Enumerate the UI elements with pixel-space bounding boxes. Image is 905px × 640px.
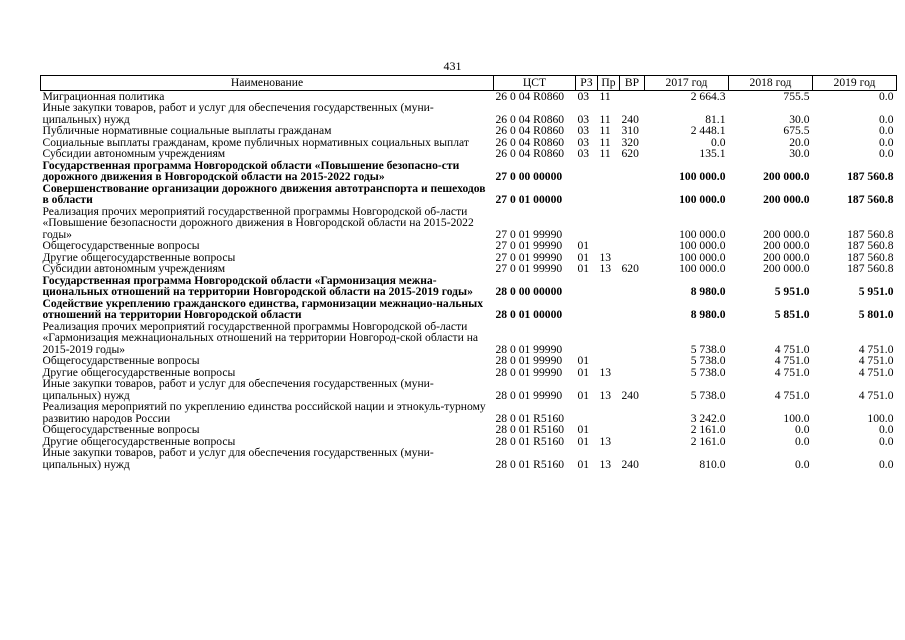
cell-name: Совершенствование организации дорожного движения автотранспорта и пешеходов в области [42,181,486,206]
cell-2017: 100 000.0 [679,239,726,252]
cell-cst: 28 0 01 R5160 [495,457,565,471]
cell-cst: 27 0 01 99990 [495,262,563,275]
cell-pr: 11 [599,124,611,137]
cell-vr [620,275,645,298]
cell-pr [598,275,620,298]
cell-vr [620,160,645,183]
cell-rz: 03 [577,124,590,137]
cell-2017: 2 448.1 [690,124,726,137]
cell-2019: 0.0 [879,135,894,149]
cell-pr: 11 [599,112,611,126]
cell-rz [576,321,598,356]
cell-cst: 27 0 01 99990 [495,250,563,264]
cell-vr [620,183,645,206]
cell-2017: 0.0 [711,135,726,149]
cell-vr [620,424,645,436]
cell-name: Государственная программа Новгородской области «Повышение безопасно-сти дорожного движения в Новгородской области на 2015-2022 годы» [42,158,460,183]
cell-rz: 01 [577,457,590,471]
cell-vr: 620 [621,147,639,160]
cell-2017: 8 980.0 [690,285,726,298]
table-row [41,160,897,183]
table-row [41,378,897,401]
cell-2017: 100 000.0 [679,227,726,241]
cell-pr: 13 [599,262,612,275]
header-pr: Пр [598,76,620,91]
table-row [41,206,897,241]
cell-vr: 240 [621,457,639,471]
cell-pr: 13 [599,457,612,471]
cell-name: Общегосударственные вопросы [42,354,200,367]
cell-2019: 4 751.0 [858,365,894,379]
cell-cst: 26 0 04 R0860 [495,112,565,126]
cell-pr [598,401,620,424]
cell-vr [620,206,645,241]
cell-pr: 11 [599,135,611,149]
cell-2017: 2 161.0 [690,434,726,448]
cell-2018: 30.0 [789,147,810,160]
cell-2019: 187 560.8 [847,227,894,241]
cell-name: Общегосударственные вопросы [42,239,200,252]
cell-2019: 0.0 [879,423,894,436]
cell-pr [598,355,620,367]
cell-2017: 5 738.0 [690,388,726,402]
cell-2019: 187 560.8 [847,250,894,264]
cell-pr: 11 [599,147,611,160]
cell-rz: 01 [577,365,590,379]
cell-pr [598,240,620,252]
cell-rz [576,275,598,298]
header-rz: РЗ [576,76,598,91]
cell-2018: 200 000.0 [763,239,810,252]
header-2017: 2017 год [645,76,729,91]
cell-vr: 240 [621,388,639,402]
cell-2017: 8 980.0 [690,308,726,321]
cell-name: Иные закупки товаров, работ и услуг для обеспечения государственных (муни-ципальных) нужд [42,101,434,126]
cell-2017: 100 000.0 [679,193,726,206]
cell-rz [576,183,598,206]
cell-2017: 5 738.0 [690,365,726,379]
table-row [41,240,897,252]
cell-vr [620,321,645,356]
cell-name: Публичные нормативные социальные выплаты гражданам [42,124,332,137]
cell-2019: 0.0 [879,89,894,103]
table-row [41,424,897,436]
cell-cst: 27 0 01 00000 [495,193,563,206]
cell-rz [576,160,598,183]
cell-2017: 5 738.0 [690,342,726,356]
table-row [41,125,897,137]
cell-2019: 0.0 [879,434,894,448]
cell-rz: 01 [577,388,590,402]
cell-2019: 4 751.0 [858,342,894,356]
cell-rz: 01 [577,250,590,264]
table-row [41,183,897,206]
cell-2017: 100 000.0 [679,262,726,275]
cell-2017: 5 738.0 [690,354,726,367]
cell-2017: 3 242.0 [690,411,726,425]
table-row [41,447,897,470]
cell-2018: 0.0 [795,423,810,436]
cell-2018: 755.5 [783,89,810,103]
cell-cst: 28 0 01 99990 [495,354,563,367]
cell-2018: 200 000.0 [763,170,810,183]
cell-2017: 2 161.0 [690,423,726,436]
cell-rz: 01 [577,239,590,252]
cell-name: Реализация прочих мероприятий государственной программы Новгородской об-ласти «Повышение безопасности дорожного движения в Новгородской области на 2015-2022 годы» [42,204,474,241]
cell-name: Государственная программа Новгородской области «Гармонизация межна-циональных отношений на территории Новгородской области на 2015-2019 годы» [42,273,473,298]
cell-pr [598,160,620,183]
cell-2019: 5 801.0 [858,308,894,321]
cell-pr [598,298,620,321]
cell-pr: 13 [599,388,612,402]
cell-2017: 810.0 [699,457,726,471]
cell-vr [620,240,645,252]
cell-cst: 27 0 01 99990 [495,227,563,241]
cell-name: Реализация прочих мероприятий государственной программы Новгородской об-ласти «Гармонизация межнациональных отношений на территории Новгород-ской области на 2015-2019 годы» [42,319,479,356]
cell-2019: 187 560.8 [847,262,894,275]
cell-vr [620,401,645,424]
cell-2018: 675.5 [783,124,810,137]
cell-cst: 28 0 01 99990 [495,365,563,379]
cell-2019: 187 560.8 [847,239,894,252]
cell-pr [598,183,620,206]
cell-2019: 0.0 [879,457,894,471]
cell-rz: 01 [577,262,590,275]
cell-pr: 11 [599,89,611,103]
cell-pr: 13 [599,434,612,448]
cell-2018: 0.0 [795,434,810,448]
cell-2019: 100.0 [867,411,894,425]
cell-name: Миграционная политика [42,89,165,103]
cell-2018: 5 951.0 [774,285,810,298]
cell-2017: 100 000.0 [679,170,726,183]
cell-name: Другие общегосударственные вопросы [42,365,236,379]
cell-rz [576,206,598,241]
cell-name: Социальные выплаты гражданам, кроме публичных нормативных социальных выплат [42,135,469,149]
cell-2018: 4 751.0 [774,354,810,367]
cell-2018: 4 751.0 [774,365,810,379]
cell-name: Субсидии автономным учреждениям [42,147,226,160]
cell-2018: 200 000.0 [763,262,810,275]
cell-cst: 28 0 01 99990 [495,388,563,402]
cell-vr: 310 [621,124,639,137]
cell-name: Другие общегосударственные вопросы [42,250,236,264]
cell-2019: 0.0 [879,112,894,126]
cell-cst: 28 0 01 R5160 [495,423,565,436]
cell-2019: 187 560.8 [847,170,894,183]
cell-cst: 28 0 01 R5160 [495,434,565,448]
cell-cst: 28 0 00 00000 [495,285,563,298]
cell-2018: 20.0 [789,135,810,149]
table-body [41,90,897,470]
page-number: 431 [443,59,462,73]
cell-2017: 135.1 [699,147,726,160]
cell-name: Общегосударственные вопросы [42,423,200,436]
cell-vr [620,298,645,321]
cell-name: Содействие укреплению гражданского единства, гармонизации межнацио-нальных отношений на территории Новгородской области [42,296,483,321]
cell-vr [620,436,645,448]
cell-name: Другие общегосударственные вопросы [42,434,236,448]
table-row [41,321,897,356]
cell-vr [620,90,645,102]
header-name: Наименование [41,76,494,91]
cell-2019: 0.0 [879,147,894,160]
cell-2018: 4 751.0 [774,388,810,402]
cell-vr [620,355,645,367]
cell-2019: 4 751.0 [858,388,894,402]
cell-name: Иные закупки товаров, работ и услуг для обеспечения государственных (муни-ципальных) нужд [42,377,434,402]
cell-pr: 13 [599,365,612,379]
cell-cst: 28 0 01 00000 [495,308,563,321]
cell-vr: 240 [621,112,639,126]
cell-2019: 0.0 [879,124,894,137]
cell-rz: 01 [577,423,590,436]
table-header-row [41,76,897,91]
header-2018: 2018 год [729,76,813,91]
cell-rz: 03 [577,89,590,103]
header-vr: ВР [620,76,645,91]
cell-cst: 28 0 01 99990 [495,342,563,356]
cell-vr: 320 [621,135,639,149]
cell-cst: 27 0 00 00000 [495,170,563,183]
cell-rz [576,298,598,321]
cell-cst: 26 0 04 R0860 [495,124,565,137]
cell-2017: 100 000.0 [679,250,726,264]
cell-cst: 26 0 04 R0860 [495,147,565,160]
cell-name: Субсидии автономным учреждениям [42,262,226,275]
cell-2017: 81.1 [705,112,726,126]
cell-vr [620,367,645,379]
cell-name: Реализация мероприятий по укреплению единства российской нации и этнокуль-турному развитию народов России [42,400,486,425]
cell-2018: 5 851.0 [774,308,810,321]
table-row [41,401,897,424]
cell-pr [598,321,620,356]
table-row [41,148,897,160]
cell-rz [576,401,598,424]
cell-cst: 26 0 04 R0860 [495,89,565,103]
budget-table [40,75,897,470]
cell-2019: 187 560.8 [847,193,894,206]
cell-cst: 27 0 01 99990 [495,239,563,252]
table-row [41,263,897,275]
cell-2018: 200 000.0 [763,193,810,206]
cell-rz: 03 [577,112,590,126]
cell-name: Иные закупки товаров, работ и услуг для обеспечения государственных (муни-ципальных) нужд [42,446,434,471]
cell-rz: 03 [577,147,590,160]
table-row [41,102,897,125]
cell-cst: 28 0 01 R5160 [495,411,565,425]
cell-2018: 4 751.0 [774,342,810,356]
cell-pr [598,206,620,241]
header-cst: ЦСТ [494,76,576,91]
cell-2018: 30.0 [789,112,810,126]
table-row [41,275,897,298]
cell-cst: 26 0 04 R0860 [495,135,565,149]
cell-2018: 0.0 [795,457,810,471]
cell-pr [598,424,620,436]
cell-2018: 200 000.0 [763,250,810,264]
cell-rz: 03 [577,135,590,149]
cell-2019: 5 951.0 [858,285,894,298]
cell-vr: 620 [621,262,639,275]
cell-2018: 100.0 [783,411,810,425]
cell-pr: 13 [599,250,612,264]
table-row [41,298,897,321]
header-2019: 2019 год [813,76,897,91]
cell-2017: 2 664.3 [690,89,726,103]
cell-2018: 200 000.0 [763,227,810,241]
cell-rz: 01 [577,354,590,367]
cell-2019: 4 751.0 [858,354,894,367]
table-row [41,355,897,367]
cell-rz: 01 [577,434,590,448]
